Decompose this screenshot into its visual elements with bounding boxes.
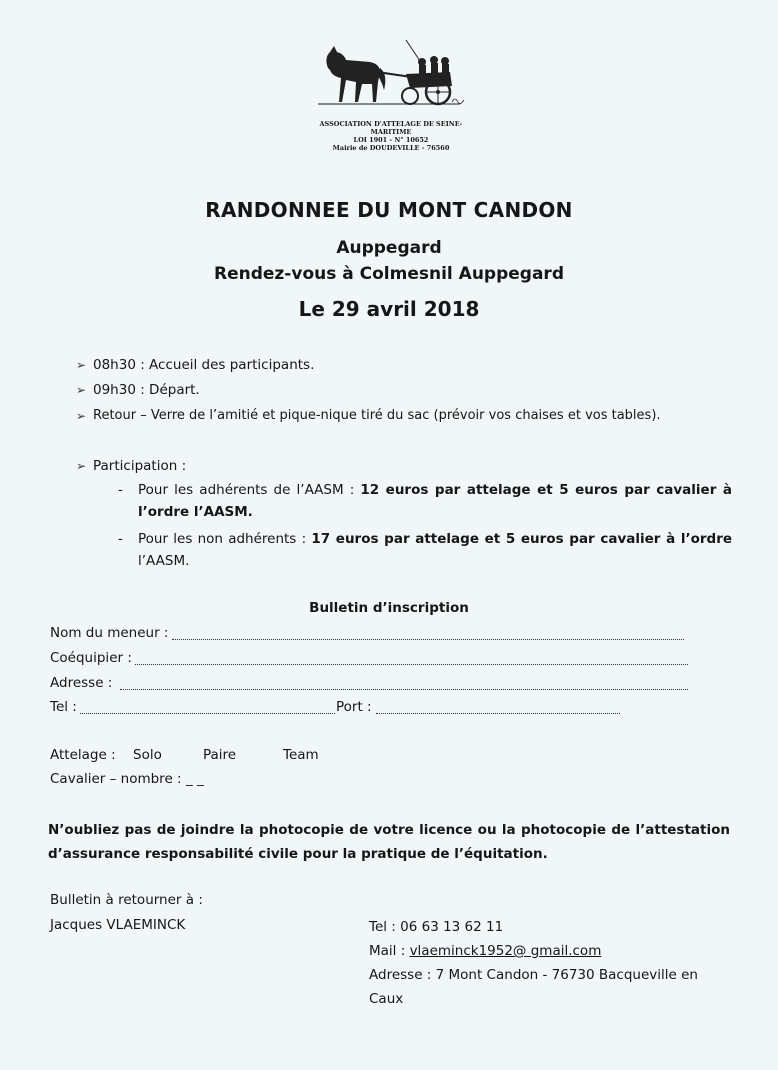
nonmembers-price-line2: l’AASM. bbox=[138, 553, 190, 569]
nonmembers-price: 17 euros par attelage et 5 euros par cavalier à l’ordre bbox=[311, 531, 733, 547]
return-label: Bulletin à retourner à : bbox=[50, 892, 203, 908]
driver-label: Nom du meneur : bbox=[50, 625, 169, 641]
mail-link[interactable]: vlaeminck1952@ gmail.com bbox=[409, 943, 602, 959]
cavalier-count-field[interactable]: _ _ bbox=[186, 771, 204, 787]
members-prefix: Pour les adhérents de l’AASM : bbox=[138, 482, 361, 498]
org-registration: LOI 1901 - N° 10652 bbox=[353, 136, 429, 144]
participation-label: Participation : bbox=[93, 458, 187, 474]
contact-mail bbox=[369, 943, 601, 959]
dash-bullet: - bbox=[118, 482, 123, 498]
reminder-line2: d’assurance responsabilité civile pour la pratique de l’équitation. bbox=[48, 846, 548, 862]
dash-bullet: - bbox=[118, 531, 123, 547]
attelage-option-team[interactable]: Team bbox=[283, 747, 319, 763]
event-date: Le 29 avril 2018 bbox=[298, 297, 480, 321]
members-price: 12 euros par attelage et 5 euros par cavalier à bbox=[360, 482, 732, 498]
members-price-line1 bbox=[138, 482, 732, 498]
members-price-line2: l’ordre l’AASM. bbox=[138, 504, 253, 520]
attelage-option-solo[interactable]: Solo bbox=[133, 747, 162, 763]
form-title: Bulletin d’inscription bbox=[309, 600, 469, 616]
driver-field[interactable] bbox=[172, 639, 684, 640]
cavalier-label: Cavalier – nombre : bbox=[50, 771, 182, 787]
attelage-label: Attelage : bbox=[50, 747, 116, 763]
contact-tel: Tel : 06 63 13 62 11 bbox=[369, 919, 504, 935]
tel-label: Tel : bbox=[50, 699, 77, 715]
schedule-departure: 09h30 : Départ. bbox=[93, 382, 200, 398]
schedule-welcome: 08h30 : Accueil des participants. bbox=[93, 357, 315, 373]
tel-field[interactable] bbox=[80, 713, 335, 714]
nonmembers-price-line1 bbox=[138, 531, 732, 547]
arrow-bullet-icon: ➢ bbox=[76, 409, 87, 423]
org-name: ASSOCIATION D'ATTELAGE DE SEINE-MARITIME bbox=[319, 120, 463, 136]
teammate-label: Coéquipier : bbox=[50, 650, 132, 666]
arrow-bullet-icon: ➢ bbox=[76, 358, 87, 372]
port-label: Port : bbox=[336, 699, 372, 715]
mail-label: Mail : bbox=[369, 943, 410, 959]
schedule-return: Retour – Verre de l’amitié et pique-nique tiré du sac (prévoir vos chaises et vos tables). bbox=[93, 408, 661, 423]
address-label: Adresse : bbox=[50, 675, 113, 691]
carriage-logo-icon bbox=[310, 38, 470, 120]
teammate-field[interactable] bbox=[135, 664, 688, 665]
contact-address-line2: Caux bbox=[369, 991, 404, 1007]
nonmembers-prefix: Pour les non adhérents : bbox=[138, 531, 312, 547]
event-meeting-point: Rendez-vous à Colmesnil Auppegard bbox=[213, 264, 564, 284]
arrow-bullet-icon: ➢ bbox=[76, 459, 87, 473]
contact-address-line1: Adresse : 7 Mont Candon - 76730 Bacqueville en bbox=[369, 967, 698, 983]
reminder-line1: N’oubliez pas de joindre la photocopie de votre licence ou la photocopie de l’attestation bbox=[48, 822, 730, 838]
event-place: Auppegard bbox=[336, 238, 442, 258]
arrow-bullet-icon: ➢ bbox=[76, 383, 87, 397]
organization-stamp bbox=[306, 120, 476, 152]
port-field[interactable] bbox=[376, 713, 620, 714]
attelage-option-paire[interactable]: Paire bbox=[203, 747, 237, 763]
contact-name: Jacques VLAEMINCK bbox=[50, 917, 186, 933]
org-address: Mairie de DOUDEVILLE - 76560 bbox=[332, 144, 450, 152]
address-field[interactable] bbox=[120, 689, 688, 690]
event-title: RANDONNEE DU MONT CANDON bbox=[205, 198, 573, 222]
